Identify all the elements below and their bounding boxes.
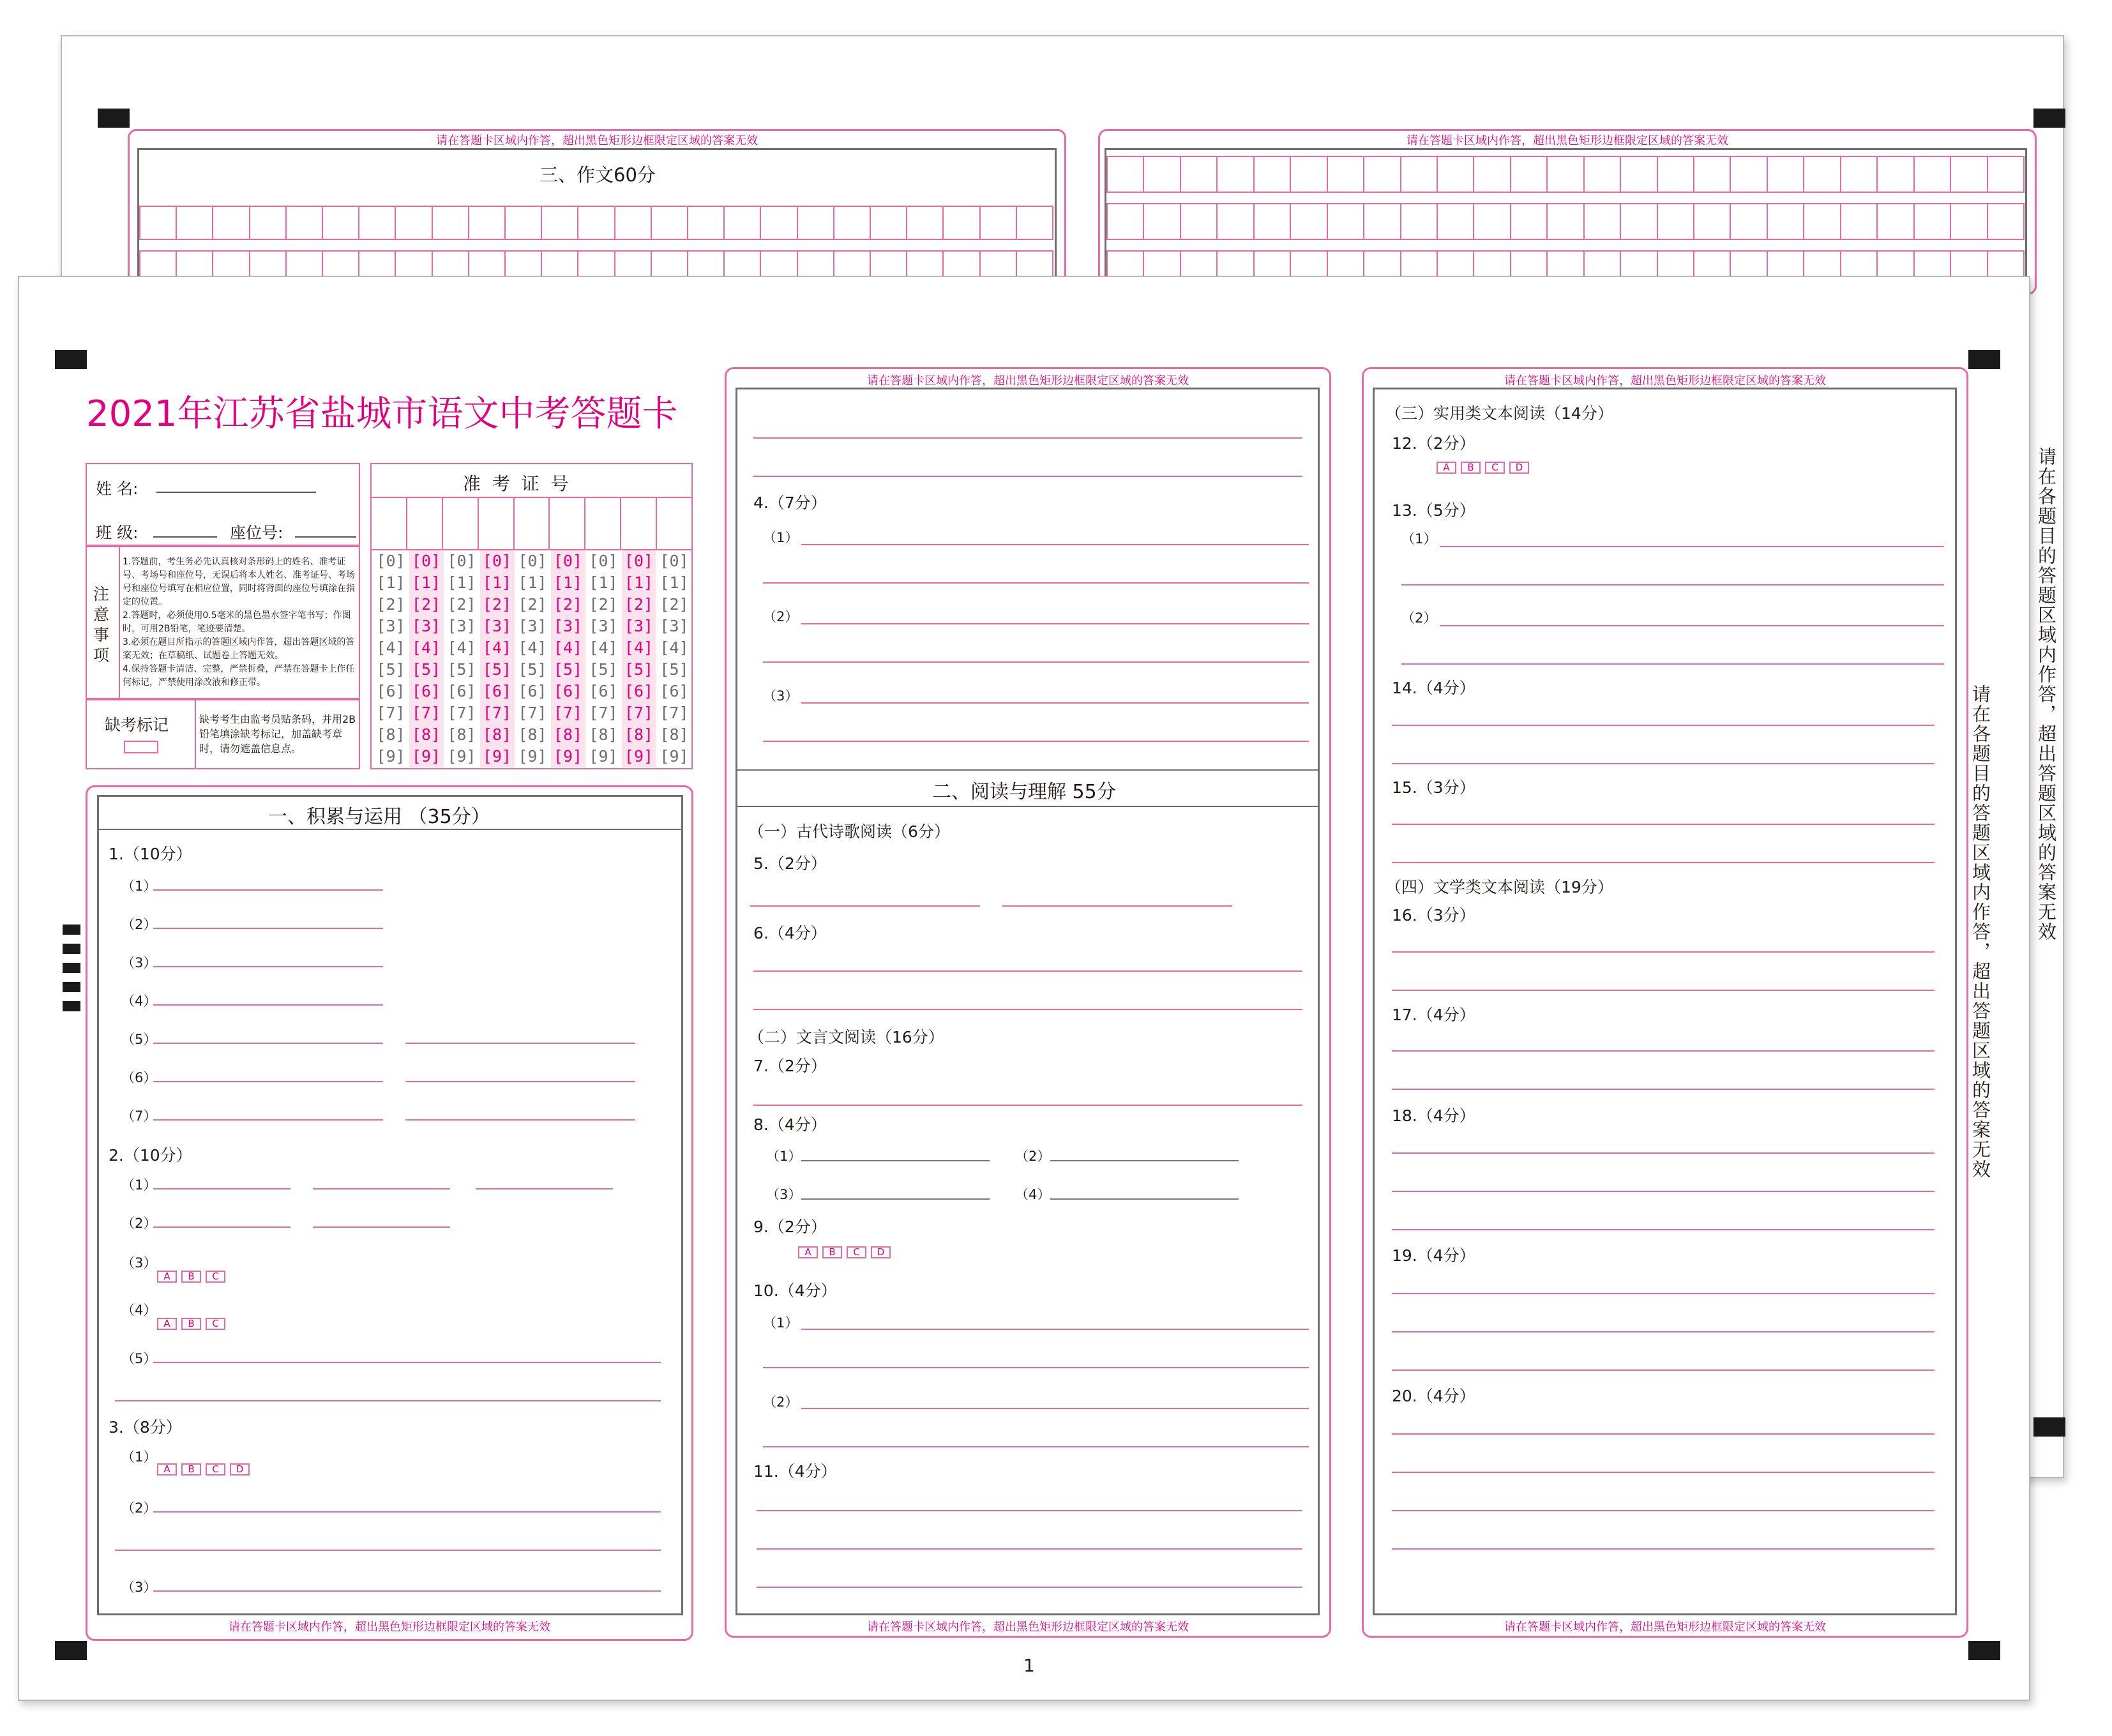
timing-mark [63, 944, 80, 954]
answer-line[interactable] [750, 905, 980, 907]
page-number: 1 [1023, 1655, 1035, 1676]
answer-line[interactable] [153, 1004, 383, 1006]
answer-line[interactable] [801, 1329, 1309, 1330]
col2-divider [735, 806, 1320, 807]
digit-bubble[interactable]: [9] [376, 747, 405, 766]
option-a[interactable]: A [798, 1246, 818, 1258]
q4-sub: （3） [763, 688, 799, 704]
q8-sub: （2） [1015, 1149, 1051, 1164]
answer-line[interactable] [1440, 546, 1944, 547]
digit-bubble[interactable]: [8] [589, 725, 618, 744]
digit-bubble[interactable]: [9] [482, 747, 512, 766]
digit-bubble[interactable]: [2] [553, 595, 583, 614]
digit-bubble[interactable]: [6] [660, 682, 689, 700]
digit-bubble[interactable]: [1] [660, 573, 689, 592]
option-a[interactable]: A [157, 1318, 177, 1330]
q12-label: 12.（2分） [1392, 434, 1475, 453]
digit-bubble[interactable]: [5] [589, 660, 618, 679]
digit-bubble[interactable]: [7] [553, 704, 583, 722]
answer-line[interactable] [1002, 905, 1232, 907]
option-a[interactable]: A [157, 1271, 177, 1283]
answer-line[interactable] [1392, 1433, 1935, 1435]
option-c[interactable]: C [206, 1318, 225, 1330]
digit-bubble[interactable]: [4] [518, 638, 547, 657]
q3-sub: （3） [121, 1580, 157, 1595]
digit-bubble[interactable]: [4] [376, 638, 405, 657]
answer-line[interactable] [763, 1446, 1309, 1447]
digit-bubble[interactable]: [0] [482, 552, 512, 570]
q2-label: 2.（10分） [109, 1146, 192, 1165]
essay-grid-row [139, 206, 1053, 240]
q18-label: 18.（4分） [1392, 1106, 1475, 1125]
exam-id-digit-column [409, 550, 444, 767]
notes-label: 注意事项 [93, 585, 110, 665]
option-c[interactable]: C [206, 1463, 225, 1476]
digit-bubble[interactable]: [3] [376, 617, 405, 635]
digit-bubble[interactable]: [1] [447, 573, 476, 592]
answer-line[interactable] [1392, 990, 1935, 991]
digit-bubble[interactable]: [9] [624, 747, 654, 766]
exam-id-grid [372, 497, 691, 550]
digit-bubble[interactable]: [3] [482, 617, 512, 635]
absent-label: 缺考标记 [105, 716, 169, 734]
answer-line[interactable] [1392, 763, 1935, 764]
q2-sub: （2） [121, 1216, 157, 1231]
col2-divider [735, 769, 1320, 771]
digit-bubble[interactable]: [4] [447, 638, 476, 657]
digit-bubble[interactable]: [0] [447, 552, 476, 570]
answer-line[interactable] [1392, 951, 1935, 953]
answer-line[interactable] [153, 1362, 661, 1363]
part2-label: （二）文言文阅读（16分） [748, 1028, 944, 1046]
digit-bubble[interactable]: [6] [624, 682, 654, 700]
registration-mark [55, 1641, 87, 1660]
q5-label: 5.（2分） [753, 854, 827, 873]
page-title: 2021年江苏省盐城市语文中考答题卡 [86, 393, 678, 435]
answer-line[interactable] [1392, 1548, 1935, 1550]
answer-line[interactable] [801, 1160, 990, 1161]
digit-bubble[interactable]: [4] [411, 638, 441, 657]
essay-header: 三、作文60分 [539, 164, 656, 186]
answer-line[interactable] [753, 970, 1302, 972]
answer-line[interactable] [115, 1550, 661, 1551]
answer-line[interactable] [753, 476, 1302, 477]
notes-divider [119, 546, 120, 699]
digit-bubble[interactable]: [8] [376, 725, 405, 744]
q13-sub: （1） [1401, 531, 1437, 547]
answer-line[interactable] [801, 623, 1309, 624]
digit-bubble[interactable]: [4] [482, 638, 512, 657]
q13-label: 13.（5分） [1392, 501, 1475, 520]
q8-sub: （4） [1015, 1187, 1051, 1202]
digit-bubble[interactable]: [7] [660, 704, 689, 722]
q2-sub: （1） [121, 1177, 157, 1193]
answer-line[interactable] [753, 1105, 1302, 1106]
answer-line[interactable] [1392, 1510, 1935, 1511]
q2-sub: （4） [121, 1302, 157, 1318]
q1-sub: （3） [121, 955, 157, 970]
digit-bubble[interactable]: [7] [589, 704, 618, 722]
digit-bubble[interactable]: [2] [624, 595, 654, 614]
answer-line[interactable] [1392, 1191, 1935, 1192]
option-c[interactable]: C [847, 1246, 866, 1258]
digit-bubble[interactable]: [7] [624, 704, 654, 722]
registration-mark [55, 350, 87, 369]
option-a[interactable]: A [157, 1463, 177, 1476]
digit-bubble[interactable]: [7] [411, 704, 441, 722]
digit-bubble[interactable]: [9] [447, 747, 476, 766]
digit-bubble[interactable]: [1] [624, 573, 654, 592]
registration-mark [2033, 1417, 2065, 1437]
digit-bubble[interactable]: [8] [660, 725, 689, 744]
exam-id-digit-column [622, 550, 656, 767]
answer-line[interactable] [763, 1367, 1309, 1368]
answer-line[interactable] [313, 1227, 450, 1228]
digit-bubble[interactable]: [1] [376, 573, 405, 592]
answer-line[interactable] [1392, 1152, 1935, 1154]
digit-bubble[interactable]: [6] [411, 682, 441, 700]
digit-bubble[interactable]: [5] [553, 660, 583, 679]
back-left-warning: 请在答题卡区域内作答，超出黑色矩形边框限定区域的答案无效 [436, 134, 758, 147]
answer-line[interactable] [1401, 584, 1944, 585]
registration-mark [2033, 109, 2065, 128]
answer-line[interactable] [153, 966, 383, 967]
option-d[interactable]: D [230, 1463, 250, 1476]
q20-label: 20.（4分） [1392, 1387, 1475, 1405]
answer-line[interactable] [1392, 1089, 1935, 1090]
answer-line[interactable] [1392, 1050, 1935, 1052]
q2-sub: （3） [121, 1255, 157, 1271]
answer-line[interactable] [153, 1511, 661, 1513]
digit-bubble[interactable]: [3] [447, 617, 476, 635]
answer-line[interactable] [1392, 1229, 1935, 1230]
answer-line[interactable] [1392, 1472, 1935, 1473]
digit-bubble[interactable]: [0] [660, 552, 689, 570]
answer-line[interactable] [1050, 1160, 1239, 1161]
answer-line[interactable] [801, 702, 1309, 704]
option-b[interactable]: B [181, 1463, 201, 1476]
q2-3-options[interactable] [157, 1271, 230, 1283]
col1-frame [97, 795, 683, 1615]
digit-bubble[interactable]: [2] [518, 595, 547, 614]
answer-line[interactable] [1401, 663, 1944, 665]
q3-label: 3.（8分） [109, 1418, 182, 1437]
digit-bubble[interactable]: [3] [518, 617, 547, 635]
answer-line[interactable] [405, 1043, 635, 1044]
q8-sub: （1） [766, 1149, 802, 1164]
class-label: 班 级: [96, 524, 139, 542]
option-d[interactable]: D [1509, 462, 1529, 474]
answer-line[interactable] [801, 1408, 1309, 1409]
digit-bubble[interactable]: [9] [589, 747, 618, 766]
answer-line[interactable] [757, 1548, 1302, 1550]
q1-sub: （7） [121, 1108, 157, 1124]
digit-bubble[interactable]: [4] [553, 638, 583, 657]
digit-bubble[interactable]: [1] [589, 573, 618, 592]
digit-bubble[interactable]: [4] [589, 638, 618, 657]
digit-bubble[interactable]: [5] [518, 660, 547, 679]
digit-bubble[interactable]: [6] [553, 682, 583, 700]
q17-label: 17.（4分） [1392, 1006, 1475, 1024]
digit-bubble[interactable]: [1] [482, 573, 512, 592]
answer-line[interactable] [153, 1119, 383, 1121]
q9-options[interactable] [798, 1246, 895, 1258]
registration-mark [1968, 350, 2000, 369]
col3-frame [1373, 388, 1957, 1615]
q10-sub: （2） [763, 1394, 799, 1410]
answer-line[interactable] [153, 1227, 290, 1228]
answer-line[interactable] [313, 1188, 450, 1189]
front-side-note: 请在各题目的答题区域内作答，超出答题区域的答案无效 [1970, 684, 1991, 1179]
exam-id-label: 准 考 证 号 [463, 473, 569, 494]
digit-bubble[interactable]: [0] [376, 552, 405, 570]
note-item: 4.保持答题卡清洁、完整，严禁折叠，严禁在答题卡上作任何标记，严禁使用涂改液和修正带。 [123, 664, 355, 688]
digit-bubble[interactable]: [3] [624, 617, 654, 635]
absent-divider [195, 699, 196, 769]
digit-bubble[interactable]: [6] [482, 682, 512, 700]
answer-line[interactable] [763, 741, 1309, 742]
digit-bubble[interactable]: [2] [482, 595, 512, 614]
col2-warning-top: 请在答题卡区域内作答，超出黑色矩形边框限定区域的答案无效 [867, 374, 1189, 388]
q1-sub: （2） [121, 917, 157, 932]
q8-sub: （3） [766, 1187, 802, 1202]
option-b[interactable]: B [822, 1246, 842, 1258]
col2-warning-bottom: 请在答题卡区域内作答，超出黑色矩形边框限定区域的答案无效 [867, 1620, 1189, 1634]
back-right-warning: 请在答题卡区域内作答，超出黑色矩形边框限定区域的答案无效 [1407, 134, 1728, 147]
timing-mark [63, 925, 80, 935]
option-b[interactable]: B [1461, 462, 1481, 474]
digit-bubble[interactable]: [3] [589, 617, 618, 635]
answer-line[interactable] [1050, 1198, 1239, 1200]
notes-text [123, 555, 356, 690]
digit-bubble[interactable]: [9] [553, 747, 583, 766]
digit-bubble[interactable]: [2] [411, 595, 441, 614]
digit-bubble[interactable]: [5] [482, 660, 512, 679]
digit-bubble[interactable]: [2] [589, 595, 618, 614]
name-label: 姓 名: [96, 479, 139, 498]
digit-bubble[interactable]: [9] [660, 747, 689, 766]
digit-bubble[interactable]: [3] [660, 617, 689, 635]
q1-sub: （5） [121, 1032, 157, 1047]
option-a[interactable]: A [1437, 462, 1456, 474]
timing-mark [63, 982, 80, 992]
exam-id-digit-column [586, 550, 621, 767]
exam-id-digit-column [444, 550, 479, 767]
q1-sub: （6） [121, 1070, 157, 1085]
digit-bubble[interactable]: [6] [447, 682, 476, 700]
registration-mark [1968, 1641, 2000, 1660]
option-b[interactable]: B [181, 1318, 201, 1330]
q4-sub: （2） [763, 609, 799, 624]
q3-sub: （2） [121, 1500, 157, 1516]
digit-bubble[interactable]: [0] [589, 552, 618, 570]
q4-label: 4.（7分） [753, 494, 827, 512]
q19-label: 19.（4分） [1392, 1246, 1475, 1265]
answer-line[interactable] [801, 544, 1309, 545]
digit-bubble[interactable]: [6] [376, 682, 405, 700]
exam-id-digit-column [515, 550, 550, 767]
answer-line[interactable] [1392, 1370, 1935, 1371]
answer-line[interactable] [153, 1188, 290, 1189]
answer-line[interactable] [763, 582, 1309, 584]
q15-label: 15.（3分） [1392, 778, 1475, 797]
digit-bubble[interactable]: [0] [624, 552, 654, 570]
digit-bubble[interactable]: [0] [518, 552, 547, 570]
answer-line[interactable] [476, 1188, 613, 1189]
digit-bubble[interactable]: [1] [411, 573, 441, 592]
col2-frame [735, 388, 1320, 1615]
back-side-note: 请在各题目的答题区域内作答，超出答题区域的答案无效 [2035, 447, 2057, 942]
digit-bubble[interactable]: [3] [411, 617, 441, 635]
digit-bubble[interactable]: [4] [660, 638, 689, 657]
digit-bubble[interactable]: [9] [518, 747, 547, 766]
answer-line[interactable] [1392, 725, 1935, 726]
digit-bubble[interactable]: [6] [518, 682, 547, 700]
option-d[interactable]: D [871, 1246, 891, 1258]
part3-label: （三）实用类文本阅读（14分） [1385, 404, 1613, 423]
q2-sub: （5） [121, 1351, 157, 1366]
digit-bubble[interactable]: [8] [482, 725, 512, 744]
absent-checkbox[interactable] [124, 741, 158, 753]
digit-bubble[interactable]: [5] [411, 660, 441, 679]
col2-section-title: 二、阅读与理解 55分 [932, 781, 1116, 803]
q13-sub: （2） [1401, 610, 1437, 626]
answer-line[interactable] [153, 928, 383, 929]
digit-bubble[interactable]: [9] [411, 747, 441, 766]
digit-bubble[interactable]: [1] [553, 573, 583, 592]
digit-bubble[interactable]: [0] [411, 552, 441, 570]
answer-line[interactable] [1392, 1293, 1935, 1294]
part4-label: （四）文学类文本阅读（19分） [1385, 878, 1613, 896]
q12-options[interactable] [1437, 462, 1534, 474]
answer-line[interactable] [115, 1400, 661, 1401]
answer-line[interactable] [1392, 1331, 1935, 1332]
answer-line[interactable] [757, 1510, 1302, 1511]
digit-bubble[interactable]: [7] [482, 704, 512, 722]
absent-note: 缺考考生由监考员贴条码，并用2B铅笔填涂缺考标记，加盖缺考章时，请勿遮盖信息点。 [199, 713, 356, 755]
digit-bubble[interactable]: [8] [624, 725, 654, 744]
q1-sub: （4） [121, 993, 157, 1009]
digit-bubble[interactable]: [7] [447, 704, 476, 722]
q16-label: 16.（3分） [1392, 906, 1475, 925]
exam-id-digit-column [373, 550, 408, 767]
answer-line[interactable] [1392, 824, 1935, 825]
col1-section-title: 一、积累与运用 （35分） [268, 806, 490, 828]
digit-bubble[interactable]: [2] [447, 595, 476, 614]
q14-label: 14.（4分） [1392, 679, 1475, 697]
digit-bubble[interactable]: [4] [624, 638, 654, 657]
seat-label: 座位号: [230, 524, 283, 542]
answer-line[interactable] [153, 1081, 383, 1082]
digit-bubble[interactable]: [0] [553, 552, 583, 570]
q10-label: 10.（4分） [753, 1281, 837, 1300]
digit-bubble[interactable]: [8] [447, 725, 476, 744]
note-item: 1.答题前，考生务必先认真核对条形码上的姓名、准考证号、考场号和座位号，无误后将本人姓名、准考证号、考场号和座位号填写在相应位置，同时将背面的座位号填涂在指定的位置。 [123, 557, 355, 607]
col3-warning-top: 请在答题卡区域内作答，超出黑色矩形边框限定区域的答案无效 [1504, 374, 1826, 388]
q1-sub: （1） [121, 879, 157, 894]
digit-bubble[interactable]: [6] [589, 682, 618, 700]
answer-line[interactable] [753, 437, 1302, 439]
note-item: 2.答题时，必须使用0.5毫米的黑色墨水签字笔书写；作图时，可用2B铅笔，笔迹要清楚。 [123, 610, 351, 634]
q1-label: 1.（10分） [109, 845, 192, 863]
col1-header-divider [97, 829, 683, 830]
answer-line[interactable] [757, 1587, 1302, 1588]
answer-line[interactable] [405, 1119, 635, 1121]
q9-label: 9.（2分） [753, 1218, 827, 1236]
digit-bubble[interactable]: [7] [518, 704, 547, 722]
digit-bubble[interactable]: [2] [660, 595, 689, 614]
timing-mark [63, 963, 80, 973]
essay-grid-row [1106, 203, 2025, 240]
digit-bubble[interactable]: [2] [376, 595, 405, 614]
digit-bubble[interactable]: [8] [553, 725, 583, 744]
answer-line[interactable] [801, 1198, 990, 1200]
option-b[interactable]: B [181, 1271, 201, 1283]
q2-4-options[interactable] [157, 1318, 230, 1330]
answer-line[interactable] [153, 1590, 661, 1592]
q11-label: 11.（4分） [753, 1462, 837, 1481]
answer-line[interactable] [753, 1009, 1302, 1010]
part1-label: （一）古代诗歌阅读（6分） [748, 822, 950, 841]
option-c[interactable]: C [206, 1271, 225, 1283]
digit-bubble[interactable]: [8] [411, 725, 441, 744]
q8-label: 8.（4分） [753, 1115, 827, 1134]
digit-bubble[interactable]: [5] [624, 660, 654, 679]
answer-line[interactable] [1440, 625, 1944, 626]
col3-warning-bottom: 请在答题卡区域内作答，超出黑色矩形边框限定区域的答案无效 [1504, 1620, 1826, 1634]
seat-line[interactable] [295, 536, 356, 538]
digit-bubble[interactable]: [7] [376, 704, 405, 722]
q7-label: 7.（2分） [753, 1057, 827, 1075]
q3-sub: （1） [121, 1449, 157, 1465]
answer-line[interactable] [1392, 862, 1935, 863]
exam-id-digit-column [551, 550, 585, 767]
q10-sub: （1） [763, 1315, 799, 1331]
class-line[interactable] [153, 536, 217, 538]
q4-sub: （1） [763, 530, 799, 545]
registration-mark [98, 109, 130, 128]
q3-1-options[interactable] [157, 1463, 254, 1476]
answer-line[interactable] [153, 1043, 383, 1044]
q6-label: 6.（4分） [753, 924, 827, 942]
name-line[interactable] [156, 492, 316, 493]
digit-bubble[interactable]: [8] [518, 725, 547, 744]
exam-id-digit-column [657, 550, 691, 767]
essay-grid-row [1106, 156, 2025, 193]
digit-bubble[interactable]: [5] [376, 660, 405, 679]
option-c[interactable]: C [1485, 462, 1505, 474]
exam-id-digit-column [480, 550, 515, 767]
timing-mark [63, 1001, 80, 1011]
answer-line[interactable] [405, 1081, 635, 1082]
digit-bubble[interactable]: [1] [518, 573, 547, 592]
digit-bubble[interactable]: [5] [447, 660, 476, 679]
digit-bubble[interactable]: [3] [553, 617, 583, 635]
digit-bubble[interactable]: [5] [660, 660, 689, 679]
answer-line[interactable] [153, 889, 383, 891]
answer-line[interactable] [763, 661, 1309, 663]
col1-warning: 请在答题卡区域内作答，超出黑色矩形边框限定区域的答案无效 [229, 1620, 550, 1634]
note-item: 3.必须在题目所指示的答题区域内作答，超出答题区域的答案无效；在草稿纸、试题卷上答题无效。 [123, 637, 355, 661]
